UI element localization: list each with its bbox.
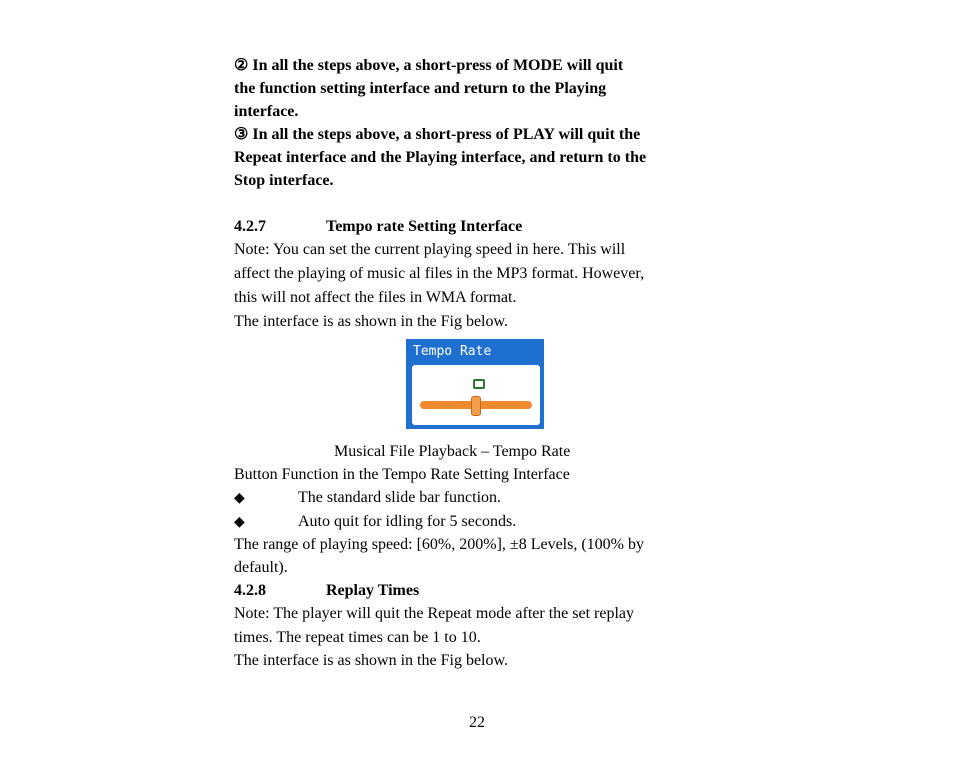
tempo-rate-panel [412, 365, 540, 425]
note-play-line-3: Stop interface. [234, 172, 334, 189]
tempo-slider-knob [471, 396, 481, 416]
bullet-item: ◆ Auto quit for idling for 5 seconds. [234, 511, 516, 534]
note-play-line-2: Repeat interface and the Playing interface, and return to the [234, 149, 647, 166]
circled-three-marker: ③ [234, 126, 249, 143]
tempo-note-line-3: this will not affect the files in WMA format. [234, 289, 517, 306]
tempo-note-line-1: Note: You can set the current playing speed in here. This will [234, 241, 626, 258]
tempo-rate-screen [406, 339, 544, 429]
note-play-line-1: ③ In all the steps above, a short-press of PLAY will quit the [234, 126, 641, 143]
level-indicator-icon [473, 379, 485, 389]
section-428-heading [234, 580, 419, 602]
page-number: 22 [469, 714, 485, 731]
functions-heading: Button Function in the Tempo Rate Setting Interface [234, 466, 570, 483]
section-title: Replay Times [326, 582, 420, 599]
replay-note-line-1: Note: The player will quit the Repeat mode after the set replay [234, 605, 635, 622]
section-427-heading [234, 216, 522, 238]
section-title: Tempo rate Setting Interface [326, 218, 523, 235]
diamond-bullet-icon: ◆ [234, 515, 245, 530]
note-mode-line-1: ② In all the steps above, a short-press of MODE will quit [234, 57, 624, 74]
range-line-1: The range of playing speed: [60%, 200%], ±8 Levels, (100% by [234, 536, 644, 553]
figure-caption: Musical File Playback – Tempo Rate [334, 443, 571, 460]
note-mode-line-2: the function setting interface and return to the Playing [234, 80, 607, 97]
tempo-rate-title: Tempo Rate [413, 344, 492, 359]
tempo-note-line-4: The interface is as shown in the Fig below. [234, 313, 509, 330]
note-mode-line-3: interface. [234, 103, 299, 120]
range-line-2: default). [234, 559, 288, 576]
bullet-item: ◆ The standard slide bar function. [234, 487, 501, 510]
replay-note-line-3: The interface is as shown in the Fig below. [234, 652, 509, 669]
section-number: 4.2.7 [234, 218, 266, 235]
section-number: 4.2.8 [234, 582, 266, 599]
circled-two-marker: ② [234, 57, 249, 74]
diamond-bullet-icon: ◆ [234, 491, 245, 506]
replay-note-line-2: times. The repeat times can be 1 to 10. [234, 629, 481, 646]
tempo-note-line-2: affect the playing of music al files in the MP3 format. However, [234, 265, 645, 282]
